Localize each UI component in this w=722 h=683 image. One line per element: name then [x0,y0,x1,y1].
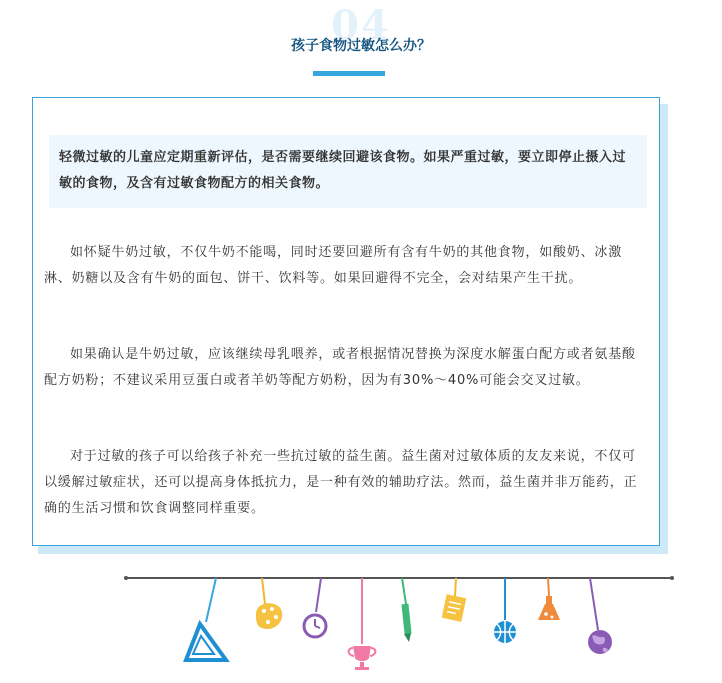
title-underline [313,71,385,76]
hanging-decoration [0,560,722,683]
content-card [32,97,660,546]
triangle-ruler-icon [186,578,226,660]
section-number: 04 [331,2,391,49]
paragraph-probiotics: 对于过敏的孩子可以给孩子补充一些抗过敏的益生菌。益生菌对过敏体质的友友来说，不仅可以缓解过敏症状，还可以提高身体抵抗力，是一种有效的辅助疗法。然而，益生菌并非万能药，正确的生活习惯和饮食调整同样重要。 [44,449,638,516]
trophy-icon [349,578,376,670]
pencil-icon [401,578,411,642]
flask-icon [538,578,560,620]
section-title: 孩子食物过敏怎么办？ [291,38,431,54]
paragraph-milk-formula: 如果确认是牛奶过敏，应该继续母乳喂养，或者根据情况替换为深度水解蛋白配方或者氨基酸配方奶粉；不建议采用豆蛋白或者羊奶等配方奶粉，因为有30%～40%可能会交叉过敏。 [44,347,636,388]
clock-icon [304,578,326,637]
highlight-box: 轻微过敏的儿童应定期重新评估，是否需要继续回避该食物。如果严重过敏，要立即停止摄入过敏的食物，及含有过敏食物配方的相关食物。 [49,135,647,208]
basketball-icon [494,578,516,643]
palette-icon [256,578,282,629]
globe-icon [588,578,612,654]
paragraph-milk-avoidance: 如怀疑牛奶过敏，不仅牛奶不能喝，同时还要回避所有含有牛奶的其他食物，如酸奶、冰激淋、奶糖以及含有牛奶的面包、饼干、饮料等。如果回避得不完全，会对结果产生干扰。 [44,245,623,286]
notepad-icon [442,578,467,622]
